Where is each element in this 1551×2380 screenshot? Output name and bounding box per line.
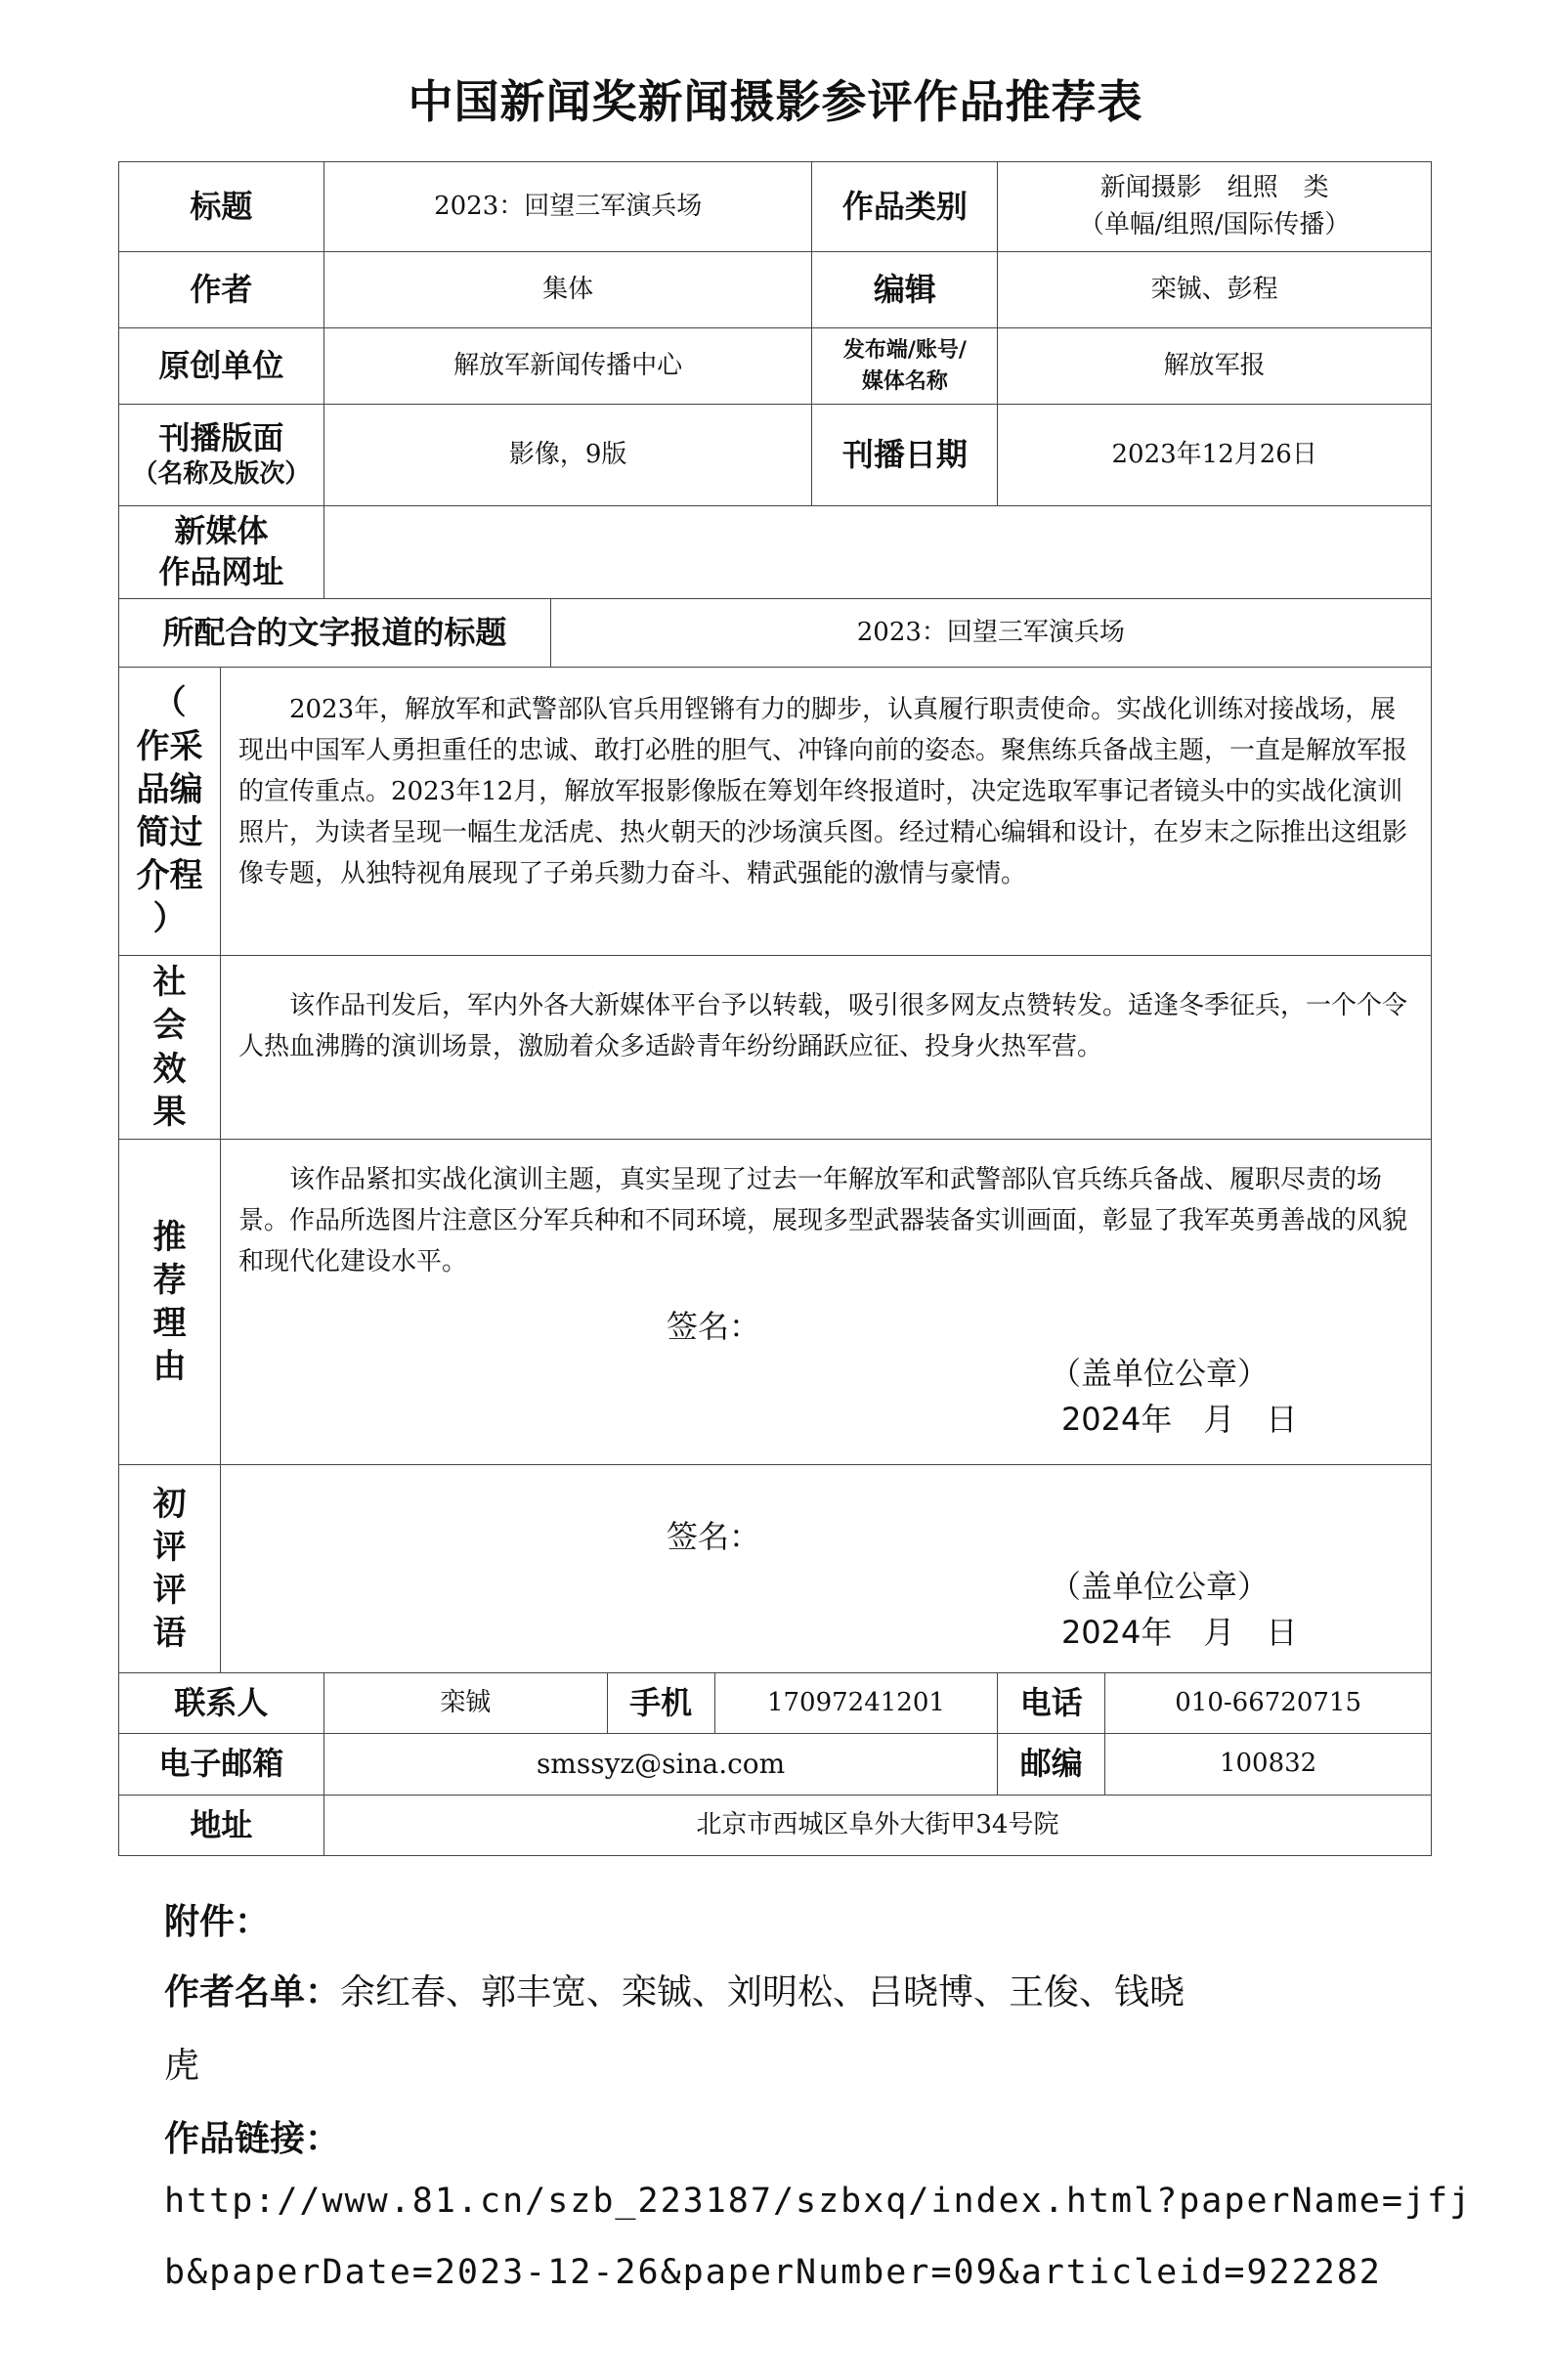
row-newmedia [118,505,1432,598]
process-label-char: 简过 [136,813,203,852]
text-title-value: 2023：回望三军演兵场 [551,599,1432,667]
row-email [118,1733,1432,1795]
effect-label-char: 效 [152,1049,187,1089]
reason-label-char: 理 [152,1304,187,1343]
phone-label: 电话 [998,1673,1105,1733]
page-value: 影像，9版 [324,405,813,505]
authors-list: 余红春、郭丰宽、栾铖、刘明松、吕晓博、王俊、钱晓 [340,1972,1185,2012]
process-label-char: 作采 [136,726,203,766]
process-text: 2023年，解放军和武警部队官兵用铿锵有力的脚步，认真履行职责使命。实战化训练对接战场，展现出中国军人勇担重任的忠诚、敢打必胜的胆气、冲锋向前的姿态。聚焦练兵备战主题，一直是解放军报的宣传重点。2023年12月，解放军报影像版在筹划年终报道时，决定选取军事记者镜头中的实战化演训照片，为读者呈现一幅生龙活虎、热火朝天的沙场演兵图。经过精心编辑和设计，在岁末之际推出这组影像专题，从独特视角展现了子弟兵勠力奋斗、精武强能的激情与豪情。 [221,668,1432,955]
category-label: 作品类别 [812,162,998,251]
mobile-value: 17097241201 [715,1673,999,1733]
link-label: 作品链接： [164,2119,341,2159]
publisher-label-line2: 媒体名称 [861,368,948,394]
page-label-line1: 刊播版面 [158,418,284,456]
review-signature-label: 签名： [666,1518,760,1555]
email-value: smssyz@sina.com [324,1734,998,1795]
attachment-heading: 附件： [164,1902,271,1942]
review-label-char: 语 [152,1614,187,1654]
review-cell [221,1465,1432,1672]
category-value-line1: 新闻摄影 组照 类 [1099,172,1329,202]
process-label-char: 品编 [136,769,203,809]
review-label [119,1465,221,1672]
address-label: 地址 [119,1796,324,1855]
newmedia-label-line2: 作品网址 [158,553,284,590]
reason-text: 该作品紧扣实战化演训主题，真实呈现了过去一年解放军和武警部队官兵练兵备战、履职尽责的场景。作品所选图片注意区分军兵种和不同环境，展现多型武器装备实训画面，彰显了我军英勇善战的风貌和现代化建设水平。 [237,1165,1407,1277]
contact-label: 联系人 [119,1673,324,1733]
postcode-label: 邮编 [998,1734,1105,1795]
link-url-line1: http://www.81.cn/szb_223187/szbxq/index.html?paperName=jfj [164,2182,1473,2221]
author-label: 作者 [119,252,324,327]
row-reason [118,1139,1432,1464]
contact-value: 栾铖 [324,1673,608,1733]
editor-value: 栾铖、彭程 [998,252,1432,327]
page-label [119,405,324,505]
category-value-line2: （单幅/组照/国际传播） [1078,209,1351,239]
process-label-char: ） [152,899,187,939]
address-value: 北京市西城区阜外大街甲34号院 [324,1796,1432,1855]
publisher-label-line1: 发布端/账号/ [842,337,967,363]
effect-label-char: 果 [152,1092,187,1132]
row-effect [118,955,1432,1139]
page-label-line2: （名称及版次） [132,459,311,490]
reason-sign-date: 2024年 月 日 [1060,1401,1298,1438]
phone-value: 010-66720715 [1105,1673,1432,1733]
row-contact [118,1672,1432,1733]
row-author [118,251,1432,327]
publisher-label [812,328,998,404]
recommendation-form [118,161,1432,1856]
reason-seal-label: （盖单位公章） [1049,1355,1269,1392]
date-value: 2023年12月26日 [998,405,1432,505]
row-title [118,161,1432,251]
row-text-title [118,598,1432,667]
reason-signature-label: 签名： [666,1308,760,1345]
editor-label: 编辑 [812,252,998,327]
effect-label-char: 社 [152,963,187,1003]
review-seal-label: （盖单位公章） [1049,1568,1269,1605]
newmedia-value [324,506,1432,598]
review-label-char: 评 [152,1571,187,1610]
newmedia-label [119,506,324,598]
category-value [998,162,1432,251]
process-label-char: 介程 [136,856,203,896]
date-label: 刊播日期 [812,405,998,505]
review-label-char: 初 [152,1484,187,1524]
row-review [118,1464,1432,1672]
review-label-char: 评 [152,1527,187,1567]
author-value: 集体 [324,252,813,327]
link-url-line2: b&paperDate=2023-12-26&paperNumber=09&articleid=922282 [164,2253,1382,2292]
unit-label: 原创单位 [119,328,324,404]
effect-label-char: 会 [152,1006,187,1046]
authors-line [164,1965,1185,2014]
authors-label: 作者名单： [164,1972,341,2012]
row-unit [118,327,1432,404]
newmedia-label-line1: 新媒体 [174,512,269,550]
review-sign-date: 2024年 月 日 [1060,1614,1298,1651]
reason-label [119,1140,221,1464]
email-label: 电子邮箱 [119,1734,324,1795]
page-title: 中国新闻奖新闻摄影参评作品推荐表 [408,75,1143,128]
unit-value: 解放军新闻传播中心 [324,328,813,404]
reason-label-char: 荐 [152,1260,187,1300]
effect-label [119,956,221,1139]
text-title-label: 所配合的文字报道的标题 [119,599,551,667]
reason-label-char: 由 [152,1347,187,1387]
row-page [118,404,1432,505]
postcode-value: 100832 [1105,1734,1432,1795]
title-value: 2023：回望三军演兵场 [324,162,813,251]
row-address [118,1795,1432,1856]
publisher-value: 解放军报 [998,328,1432,404]
authors-list-continued: 虎 [164,2046,200,2086]
mobile-label: 手机 [608,1673,715,1733]
reason-label-char: 推 [152,1217,187,1257]
effect-text: 该作品刊发后，军内外各大新媒体平台予以转载，吸引很多网友点赞转发。适逢冬季征兵，一个个令人热血沸腾的演训场景，激励着众多适龄青年纷纷踊跃应征、投身火热军营。 [221,956,1432,1139]
row-process [118,667,1432,955]
reason-cell [221,1140,1432,1464]
process-label-char: （ [152,683,187,723]
title-label: 标题 [119,162,324,251]
process-label [119,668,221,955]
